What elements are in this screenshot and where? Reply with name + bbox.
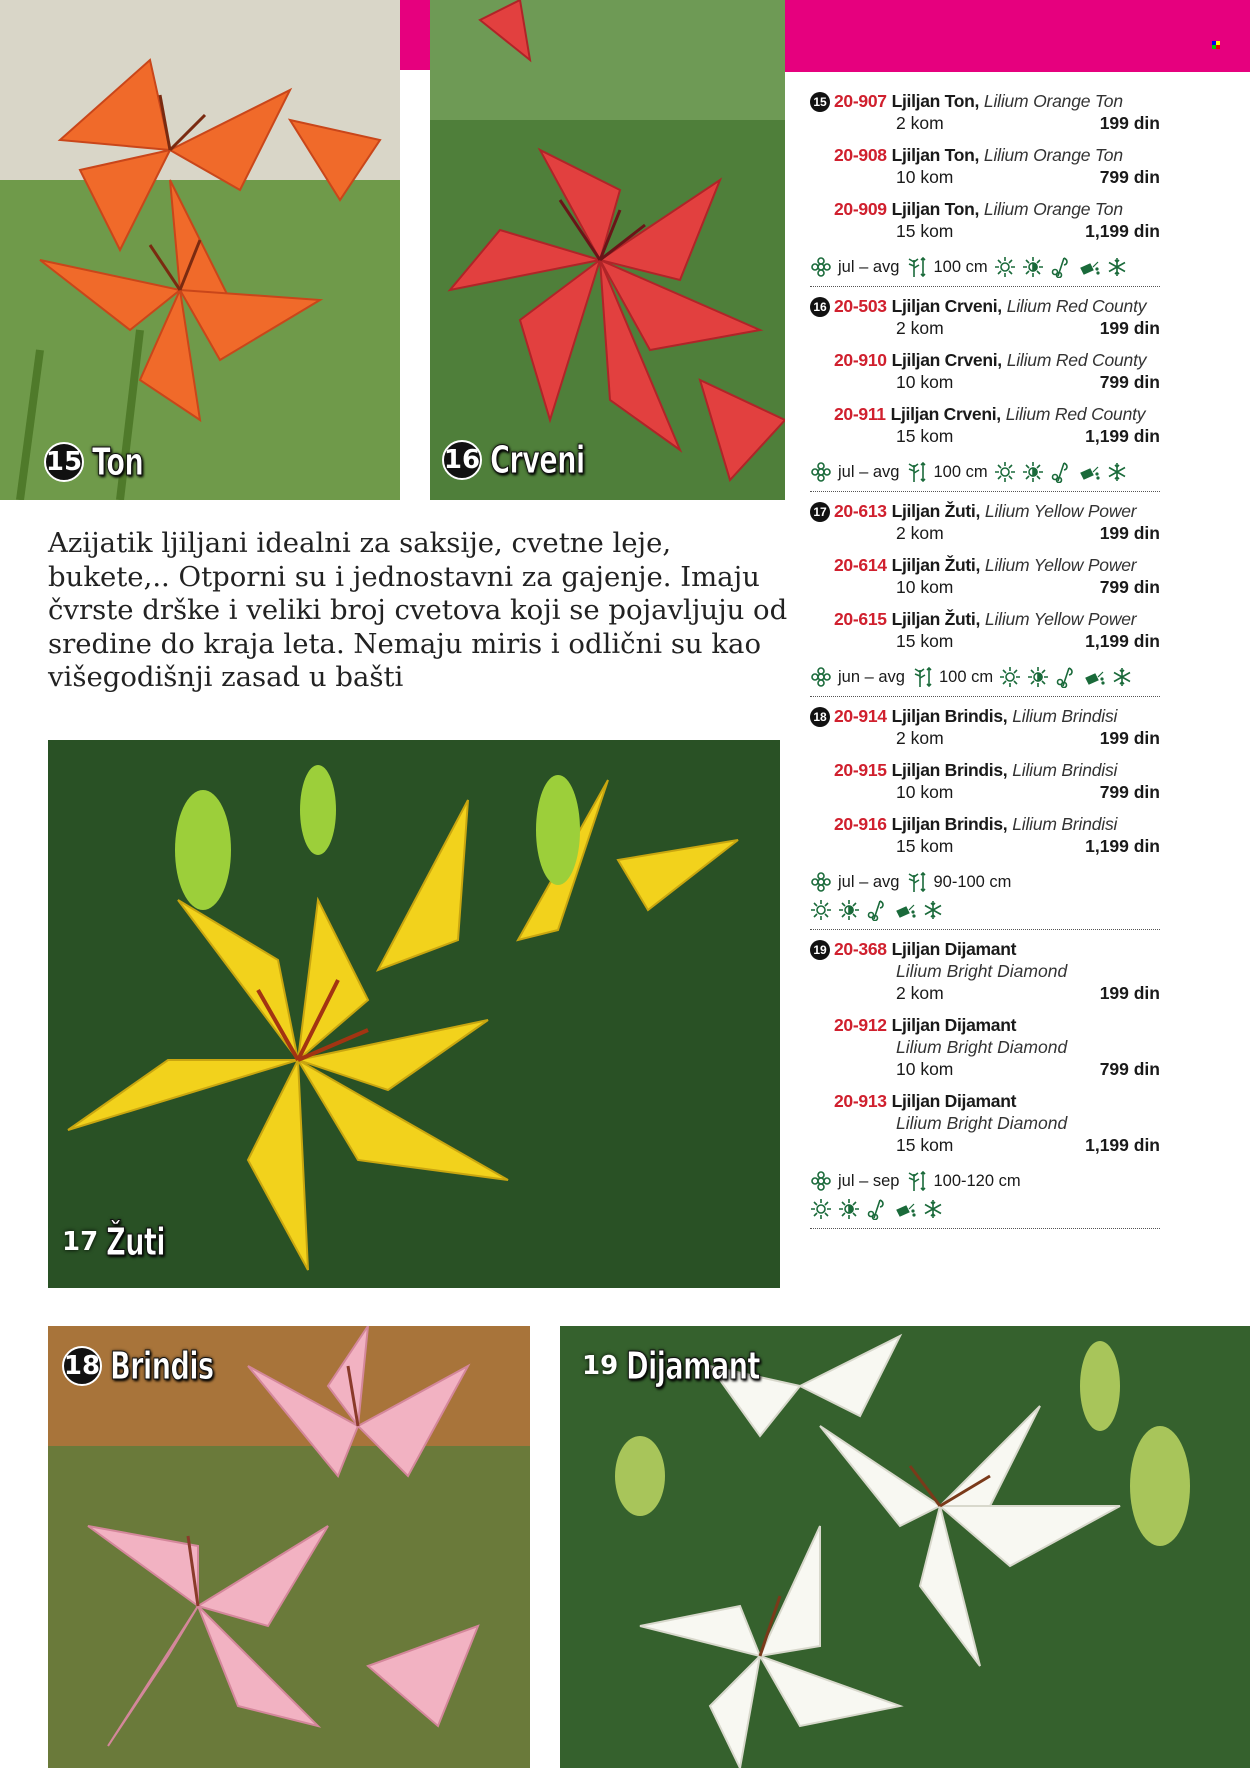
watering-icon <box>1083 666 1105 688</box>
product-attributes <box>810 867 1160 923</box>
product-quantity: 2 kom <box>896 113 944 133</box>
product-quantity: 2 kom <box>896 983 944 1003</box>
product-entry <box>810 403 1160 447</box>
product-latin-name: Lilium Bright Diamond <box>896 961 1068 981</box>
product-quantity: 10 kom <box>896 782 954 802</box>
full-sun-icon <box>810 899 832 921</box>
product-entry <box>810 759 1160 803</box>
product-attributes <box>810 252 1160 280</box>
product-entry <box>810 1090 1160 1156</box>
full-sun-icon <box>994 461 1016 483</box>
product-attributes <box>810 662 1160 690</box>
product-price: 1,199 din <box>1085 221 1160 241</box>
photo-caption-crveni: Crveni <box>490 438 585 482</box>
flower-icon <box>810 666 832 688</box>
plant-height: 90-100 cm <box>933 872 1012 891</box>
photo-lily-zuti <box>48 740 780 1288</box>
product-code: 20-916 <box>834 814 887 834</box>
frost-hardy-icon <box>922 899 944 921</box>
product-code: 20-915 <box>834 760 887 780</box>
product-quantity: 15 kom <box>896 221 954 241</box>
height-plant-icon <box>905 871 927 893</box>
product-price: 799 din <box>1099 782 1160 802</box>
product-price: 199 din <box>1099 728 1160 748</box>
product-quantity: 10 kom <box>896 167 954 187</box>
photo-lily-dijamant <box>560 1326 1250 1768</box>
product-code: 20-614 <box>834 555 887 575</box>
partial-sun-icon <box>838 1198 860 1220</box>
product-quantity: 15 kom <box>896 426 954 446</box>
photo-caption-ton: Ton <box>92 440 144 484</box>
product-group-19 <box>810 938 1160 1229</box>
watering-icon <box>1078 256 1100 278</box>
flower-icon <box>810 871 832 893</box>
product-price: 199 din <box>1099 523 1160 543</box>
partial-sun-icon <box>1022 461 1044 483</box>
product-group-17 <box>810 500 1160 697</box>
product-latin-name: Lilium Brindisi <box>1012 706 1118 726</box>
product-latin-name: Lilium Orange Ton <box>983 145 1123 165</box>
photo-number-16: 16 <box>442 440 482 480</box>
product-quantity: 2 kom <box>896 728 944 748</box>
product-entry <box>810 938 1160 1004</box>
cut-flower-icon <box>1050 256 1072 278</box>
full-sun-icon <box>810 1198 832 1220</box>
product-entry <box>810 295 1160 339</box>
product-quantity: 15 kom <box>896 1135 954 1155</box>
product-price: 199 din <box>1099 983 1160 1003</box>
product-badge-17: 17 <box>810 502 830 522</box>
intro-paragraph: Azijatik ljiljani idealni za saksije, cvetne leje, bukete,.. Otporni su i jednostavni za gajenje. Imaju čvrste drške i veliki broj cvetova koji se pojavljuju od sredine do kraja leta. Nemaju miris i odlični su kao višegodišnji zasad u bašti <box>48 527 788 693</box>
product-group-16 <box>810 295 1160 492</box>
product-name: Ljiljan Crveni, <box>891 350 1002 370</box>
product-latin-name: Lilium Red County <box>1006 350 1147 370</box>
product-latin-name: Lilium Yellow Power <box>984 555 1137 575</box>
photo-lily-brindis <box>48 1326 530 1768</box>
product-name: Ljiljan Brindis, <box>891 706 1008 726</box>
height-plant-icon <box>905 461 927 483</box>
height-plant-icon <box>905 256 927 278</box>
photo-lily-crveni <box>430 0 785 500</box>
product-code: 20-907 <box>834 91 887 111</box>
product-group-15 <box>810 90 1160 287</box>
watering-icon <box>894 1198 916 1220</box>
product-entry <box>810 813 1160 857</box>
photo-caption-brindis: Brindis <box>110 1344 214 1388</box>
product-price: 799 din <box>1099 372 1160 392</box>
product-name: Ljiljan Žuti, <box>891 609 981 629</box>
photo-number-19: 19 <box>582 1351 619 1381</box>
product-name: Ljiljan Brindis, <box>891 760 1008 780</box>
bloom-period: jul – avg <box>838 872 900 891</box>
product-quantity: 10 kom <box>896 372 954 392</box>
product-latin-name: Lilium Yellow Power <box>984 501 1137 521</box>
product-list <box>810 90 1160 1237</box>
plant-height: 100 cm <box>938 667 994 686</box>
product-group-18 <box>810 705 1160 930</box>
product-price: 1,199 din <box>1085 836 1160 856</box>
height-plant-icon <box>911 666 933 688</box>
bloom-period: jun – avg <box>838 667 905 686</box>
product-entry <box>810 90 1160 134</box>
product-price: 1,199 din <box>1085 631 1160 651</box>
product-quantity: 2 kom <box>896 318 944 338</box>
product-quantity: 10 kom <box>896 577 954 597</box>
photo-caption-dijamant: Dijamant <box>626 1344 760 1388</box>
product-code: 20-914 <box>834 706 887 726</box>
product-entry <box>810 1014 1160 1080</box>
bloom-period: jul – avg <box>838 257 900 276</box>
product-quantity: 15 kom <box>896 631 954 651</box>
height-plant-icon <box>905 1170 927 1192</box>
product-latin-name: Lilium Yellow Power <box>984 609 1137 629</box>
product-badge-15: 15 <box>810 92 830 112</box>
color-mark-icon <box>1212 36 1220 44</box>
partial-sun-icon <box>1027 666 1049 688</box>
product-name: Ljiljan Brindis, <box>891 814 1008 834</box>
product-name: Ljiljan Dijamant <box>891 1091 1017 1111</box>
product-name: Ljiljan Dijamant <box>891 939 1017 959</box>
partial-sun-icon <box>838 899 860 921</box>
product-entry <box>810 705 1160 749</box>
photo-number-18: 18 <box>62 1346 102 1386</box>
product-code: 20-913 <box>834 1091 887 1111</box>
product-entry <box>810 144 1160 188</box>
flower-icon <box>810 1170 832 1192</box>
product-code: 20-613 <box>834 501 887 521</box>
plant-height: 100-120 cm <box>933 1171 1021 1190</box>
product-name: Ljiljan Žuti, <box>891 555 981 575</box>
product-name: Ljiljan Crveni, <box>890 404 1001 424</box>
product-latin-name: Lilium Bright Diamond <box>896 1113 1068 1133</box>
product-code: 20-615 <box>834 609 887 629</box>
cut-flower-icon <box>1050 461 1072 483</box>
frost-hardy-icon <box>922 1198 944 1220</box>
product-latin-name: Lilium Red County <box>1006 296 1147 316</box>
product-quantity: 2 kom <box>896 523 944 543</box>
product-attributes <box>810 457 1160 485</box>
plant-height: 100 cm <box>933 257 988 276</box>
product-price: 799 din <box>1099 577 1160 597</box>
product-badge-19: 19 <box>810 940 830 960</box>
product-name: Ljiljan Ton, <box>891 199 980 219</box>
product-badge-18: 18 <box>810 707 830 727</box>
product-quantity: 10 kom <box>896 1059 954 1079</box>
bloom-period: jul – avg <box>838 462 900 481</box>
product-code: 20-910 <box>834 350 887 370</box>
partial-sun-icon <box>1022 256 1044 278</box>
plant-height: 100 cm <box>933 462 988 481</box>
cut-flower-icon <box>866 1198 888 1220</box>
product-attributes <box>810 1166 1160 1222</box>
product-code: 20-912 <box>834 1015 887 1035</box>
watering-icon <box>1078 461 1100 483</box>
product-name: Ljiljan Ton, <box>891 145 980 165</box>
photo-number-17: 17 <box>62 1227 99 1257</box>
flower-icon <box>810 256 832 278</box>
product-price: 1,199 din <box>1085 426 1160 446</box>
product-entry <box>810 500 1160 544</box>
header-bar-right <box>785 0 1250 72</box>
product-name: Ljiljan Ton, <box>891 91 980 111</box>
product-latin-name: Lilium Orange Ton <box>983 91 1123 111</box>
photo-caption-zuti: Žuti <box>106 1220 166 1264</box>
photo-lily-ton <box>0 0 400 500</box>
product-price: 799 din <box>1099 1059 1160 1079</box>
product-code: 20-368 <box>834 939 887 959</box>
product-name: Ljiljan Žuti, <box>891 501 981 521</box>
product-badge-16: 16 <box>810 297 830 317</box>
product-price: 799 din <box>1099 167 1160 187</box>
product-entry <box>810 554 1160 598</box>
product-latin-name: Lilium Orange Ton <box>983 199 1123 219</box>
product-quantity: 15 kom <box>896 836 954 856</box>
cut-flower-icon <box>1055 666 1077 688</box>
product-code: 20-911 <box>834 404 886 424</box>
photo-number-15: 15 <box>44 442 84 482</box>
product-entry <box>810 198 1160 242</box>
cut-flower-icon <box>866 899 888 921</box>
product-entry <box>810 349 1160 393</box>
product-code: 20-909 <box>834 199 887 219</box>
full-sun-icon <box>999 666 1021 688</box>
product-code: 20-503 <box>834 296 887 316</box>
product-entry <box>810 608 1160 652</box>
frost-hardy-icon <box>1111 666 1133 688</box>
product-price: 1,199 din <box>1085 1135 1160 1155</box>
product-latin-name: Lilium Brindisi <box>1012 760 1118 780</box>
flower-icon <box>810 461 832 483</box>
frost-hardy-icon <box>1106 461 1128 483</box>
frost-hardy-icon <box>1106 256 1128 278</box>
bloom-period: jul – sep <box>838 1171 900 1190</box>
header-bar-left <box>400 0 430 70</box>
product-price: 199 din <box>1099 113 1160 133</box>
product-code: 20-908 <box>834 145 887 165</box>
full-sun-icon <box>994 256 1016 278</box>
product-latin-name: Lilium Bright Diamond <box>896 1037 1068 1057</box>
product-latin-name: Lilium Red County <box>1005 404 1146 424</box>
product-price: 199 din <box>1099 318 1160 338</box>
product-name: Ljiljan Crveni, <box>891 296 1002 316</box>
product-latin-name: Lilium Brindisi <box>1012 814 1118 834</box>
watering-icon <box>894 899 916 921</box>
product-name: Ljiljan Dijamant <box>891 1015 1017 1035</box>
